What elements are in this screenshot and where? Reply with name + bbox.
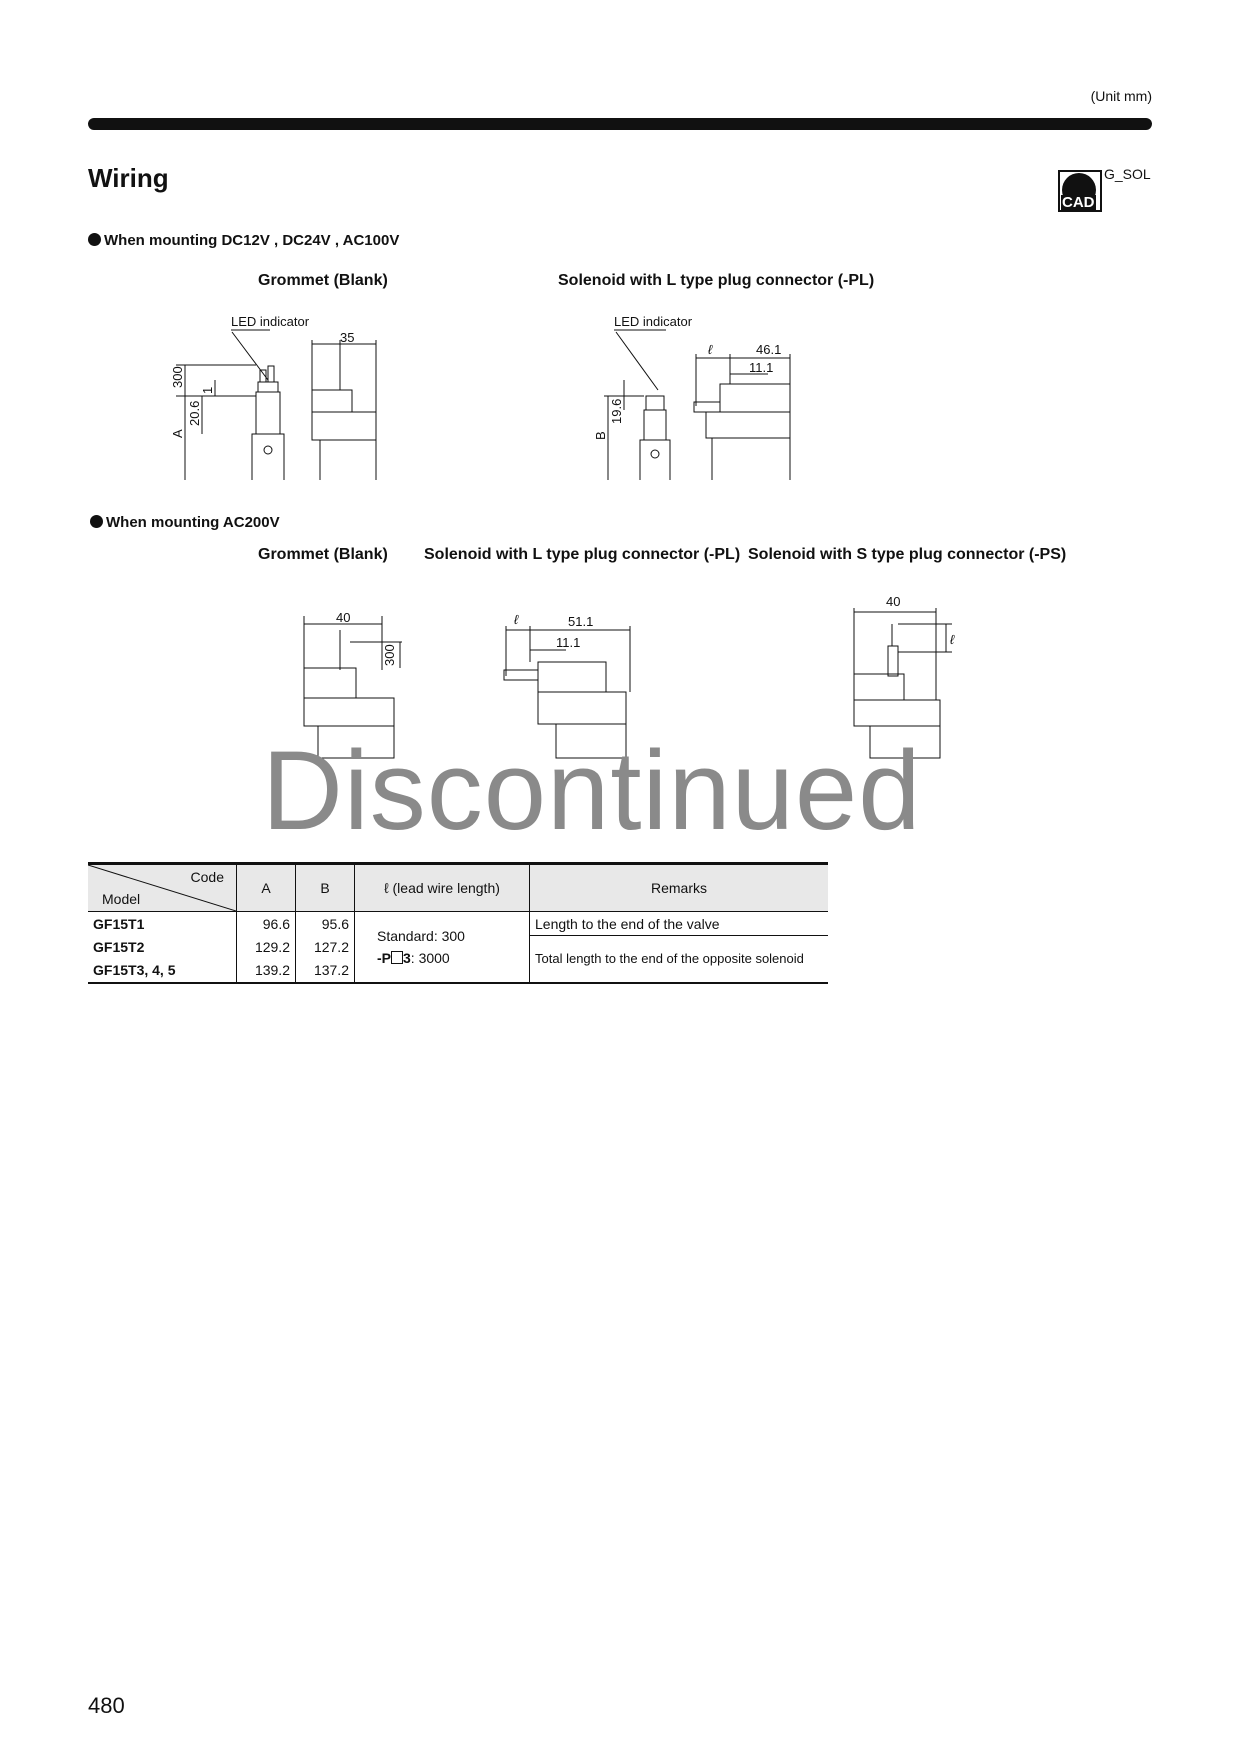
header-rule bbox=[88, 118, 1152, 130]
s1p-dim-h: 19.6 bbox=[609, 398, 624, 424]
row-model: GF15T1 bbox=[93, 915, 145, 932]
row-a: 129.2 bbox=[237, 936, 296, 959]
row-model: GF15T2 bbox=[93, 939, 145, 955]
remark-2: Total length to the end of the opposite solenoid bbox=[530, 936, 829, 983]
table-row bbox=[88, 912, 828, 936]
row-a: 96.6 bbox=[237, 912, 296, 936]
lead-option-suffix: 3 bbox=[403, 949, 411, 966]
s1g-dim-a: A bbox=[170, 429, 185, 438]
row-model: GF15T3, 4, 5 bbox=[88, 959, 237, 983]
s1p-dim-w1: 46.1 bbox=[756, 342, 782, 357]
header-b: B bbox=[296, 864, 355, 912]
cad-label: CAD bbox=[1062, 194, 1095, 211]
s2s-dim-l: ℓ bbox=[950, 632, 955, 647]
s1p-dim-b: B bbox=[593, 431, 608, 440]
s1g-led-label: LED indicator bbox=[231, 314, 310, 329]
page-title: Wiring bbox=[88, 163, 169, 193]
option-box-icon bbox=[391, 951, 403, 964]
row-b: 95.6 bbox=[296, 912, 355, 936]
s1g-dim-top: 35 bbox=[340, 330, 355, 345]
s1g-dim-h1: 20.6 bbox=[187, 400, 202, 426]
header-model: Model bbox=[102, 891, 141, 907]
s1p-dim-l: ℓ bbox=[708, 342, 713, 357]
s1p-led-label: LED indicator bbox=[614, 314, 693, 329]
s1-plug-caption: Solenoid with L type plug connector (-PL) bbox=[558, 272, 875, 289]
section1-heading: When mounting DC12V , DC24V , AC100V bbox=[88, 232, 399, 249]
s1p-dim-w2: 11.1 bbox=[749, 360, 774, 375]
lead-cell bbox=[355, 912, 530, 983]
s1-grommet-drawing bbox=[170, 310, 430, 480]
s2l-dim-w2: 11.1 bbox=[556, 635, 581, 650]
section2-heading: When mounting AC200V bbox=[90, 514, 280, 531]
spec-table bbox=[88, 862, 828, 984]
header-a: A bbox=[237, 864, 296, 912]
s1-grommet-caption: Grommet (Blank) bbox=[258, 272, 388, 289]
s2g-dim-top: 40 bbox=[336, 610, 351, 625]
page-number: 480 bbox=[88, 1693, 125, 1718]
s2l-dim-w1: 51.1 bbox=[568, 614, 594, 629]
lead-option-value: : 3000 bbox=[410, 949, 450, 966]
s2g-dim-wire: 300 bbox=[382, 644, 397, 666]
header-lead: ℓ (lead wire length) bbox=[355, 864, 530, 912]
header-code: Code bbox=[190, 869, 224, 885]
s1-plug-drawing bbox=[584, 310, 844, 480]
s1g-dim-wire: 300 bbox=[170, 366, 185, 388]
s2s-dim-top: 40 bbox=[886, 594, 901, 609]
cad-code: G_SOL bbox=[1104, 166, 1151, 182]
row-b: 127.2 bbox=[296, 936, 355, 959]
discontinued-watermark: Discontinued bbox=[262, 728, 922, 853]
s2-splug-caption: Solenoid with S type plug connector (-PS) bbox=[748, 546, 1067, 563]
header-remarks: Remarks bbox=[530, 864, 829, 912]
cad-icon[interactable] bbox=[1058, 170, 1102, 212]
table-header-diagonal bbox=[88, 864, 237, 912]
lead-option bbox=[377, 950, 524, 966]
unit-note: (Unit mm) bbox=[1090, 88, 1152, 104]
lead-standard: Standard: 300 bbox=[377, 927, 465, 944]
remark-1: Length to the end of the valve bbox=[530, 912, 829, 936]
row-a: 139.2 bbox=[237, 959, 296, 983]
lead-option-prefix: -P bbox=[377, 949, 391, 966]
s1g-dim-h2: 1 bbox=[200, 386, 215, 394]
s2l-dim-l: ℓ bbox=[514, 612, 519, 627]
row-b: 137.2 bbox=[296, 959, 355, 983]
s2-grommet-caption: Grommet (Blank) bbox=[258, 546, 388, 563]
s2-lplug-caption: Solenoid with L type plug connector (-PL) bbox=[424, 546, 741, 563]
